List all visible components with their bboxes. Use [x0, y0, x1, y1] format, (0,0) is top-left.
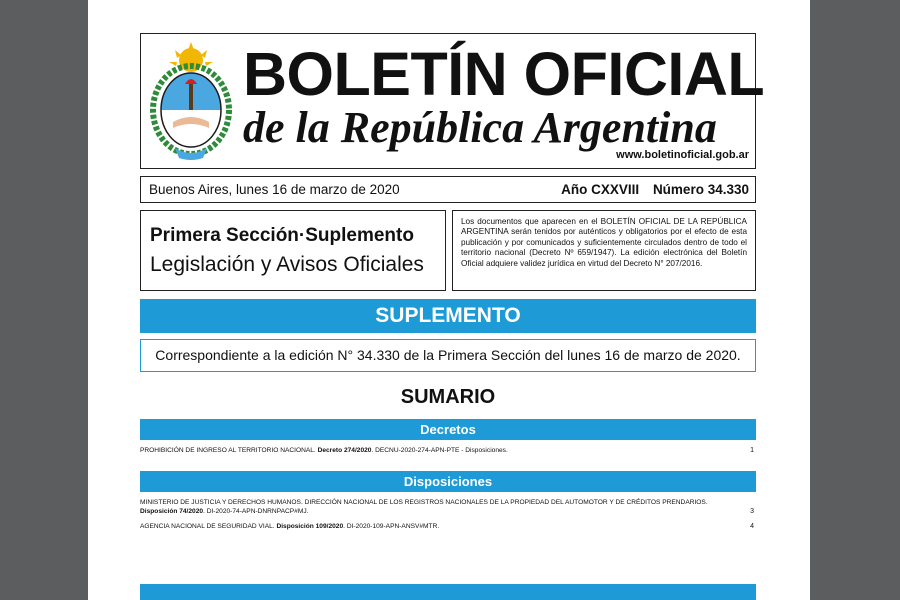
- entry-text: PROHIBICIÓN DE INGRESO AL TERRITORIO NACIONAL.: [140, 447, 318, 454]
- entry-reference: Disposición 74/2020: [140, 508, 204, 515]
- section-subtitle: Legislación y Avisos Oficiales: [150, 253, 424, 276]
- entry-reference: Disposición 109/2020: [276, 523, 344, 530]
- masthead-url[interactable]: www.boletinoficial.gob.ar: [616, 149, 749, 161]
- entry-page-number: 4: [750, 523, 754, 530]
- summary-entry[interactable]: [140, 522, 756, 531]
- edition-info: [551, 182, 749, 197]
- entry-text: AGENCIA NACIONAL DE SEGURIDAD VIAL.: [140, 523, 277, 530]
- masthead-title: BOLETÍN OFICIAL: [243, 40, 765, 108]
- masthead-subtitle: de la República Argentina: [243, 103, 717, 152]
- entry-reference: Decreto 274/2020: [317, 447, 372, 454]
- summary-heading: SUMARIO: [400, 386, 496, 408]
- supplement-banner: SUPLEMENTO: [140, 299, 756, 333]
- legal-notice: Los documentos que aparecen en el BOLETÍN OFICIAL DE LA REPÚBLICA ARGENTINA serán tenidos por auténticos y obligatorios por el efecto de esta publicación y por comunicados y suficientemente circulados dentro de todo el territorio nacional (Decreto Nº 659/1947). La edición electrónica del Boletín Oficial adquiere validez jurídica en virtud del Decreto N° 207/2016.: [452, 210, 756, 291]
- national-coat-of-arms-icon: [149, 40, 233, 164]
- entry-text: . DI-2020-109-APN-ANSV#MTR.: [343, 523, 440, 530]
- entry-page-number: 1: [750, 447, 754, 454]
- publication-date: Buenos Aires, lunes 16 de marzo de 2020: [149, 182, 400, 197]
- summary-entry[interactable]: [140, 498, 756, 516]
- date-bar: [140, 176, 756, 203]
- section-title: Primera Sección·Suplemento: [150, 225, 414, 246]
- category-disposiciones: Disposiciones: [140, 471, 756, 492]
- document-page: [88, 0, 810, 600]
- entry-page-number: 3: [750, 508, 754, 515]
- edition-year: Año CXXVIII: [561, 182, 640, 197]
- edition-number: Número 34.330: [652, 182, 749, 197]
- supplement-correspondence: Correspondiente a la edición N° 34.330 de la Primera Sección del lunes 16 de marzo de 2020.: [140, 339, 756, 372]
- entry-text: . DECNU-2020-274-APN-PTE - Disposiciones.: [371, 447, 508, 454]
- masthead: [140, 33, 765, 169]
- next-section-banner: [140, 584, 756, 600]
- entry-text: . DI-2020-74-APN-DNRNPACP#MJ.: [203, 508, 309, 515]
- section-box: [140, 210, 446, 291]
- summary-entry[interactable]: [140, 446, 756, 455]
- category-decretos: Decretos: [140, 419, 756, 440]
- entry-text: MINISTERIO DE JUSTICIA Y DERECHOS HUMANOS. DIRECCIÓN NACIONAL DE LOS REGISTROS NACIONALES DE LA PROPIEDAD DEL AUTOMOTOR Y DE CRÉDITOS PRENDARIOS.: [140, 499, 708, 506]
